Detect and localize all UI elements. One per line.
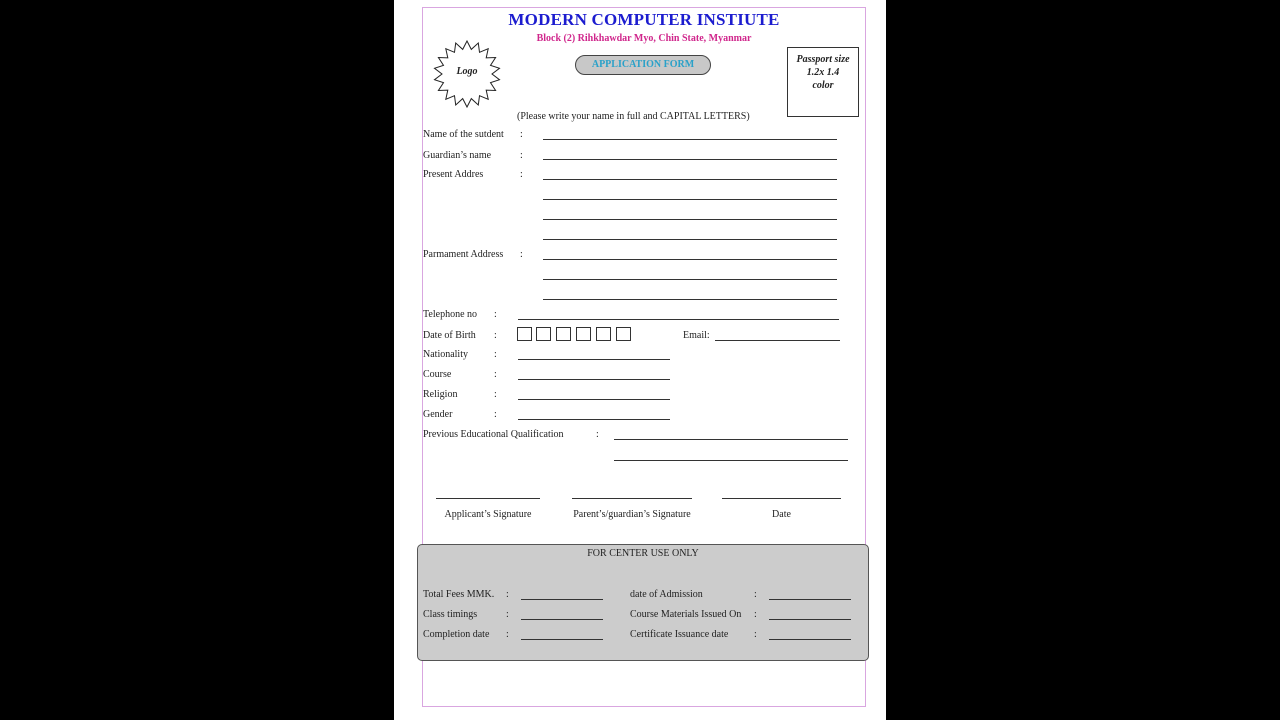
passport-photo-box: [787, 47, 859, 117]
colon: :: [506, 609, 509, 620]
total-fees-label: Total Fees MMK.: [423, 589, 495, 600]
applicant-signature-label: Applicant’s Signature: [444, 509, 532, 520]
colon: :: [520, 129, 523, 140]
nationality-input-line[interactable]: [518, 359, 670, 360]
dob-box-3[interactable]: [556, 327, 571, 341]
parent-signature-line[interactable]: [572, 498, 692, 499]
date-of-admission-line[interactable]: [769, 599, 851, 600]
student-name-label: Name of the sutdent: [423, 129, 504, 140]
present-address-line-4[interactable]: [543, 239, 837, 240]
dob-box-1[interactable]: [517, 327, 532, 341]
date-of-admission-label: date of Admission: [630, 589, 703, 600]
religion-input-line[interactable]: [518, 399, 670, 400]
colon: :: [596, 429, 599, 440]
instruction-text: (Please write your name in full and CAPITAL LETTERS): [517, 111, 750, 122]
dob-box-5[interactable]: [596, 327, 611, 341]
colon: :: [506, 589, 509, 600]
colon: :: [520, 169, 523, 180]
colon: :: [494, 369, 497, 380]
previous-qualification-label: Previous Educational Qualification: [423, 429, 564, 440]
telephone-label: Telephone no: [423, 309, 478, 320]
gender-input-line[interactable]: [518, 419, 670, 420]
present-address-line-1[interactable]: [543, 179, 837, 180]
qualification-line-1[interactable]: [614, 439, 848, 440]
date-signature-line[interactable]: [722, 498, 841, 499]
dob-label: Date of Birth: [423, 330, 476, 341]
completion-date-label: Completion date: [423, 629, 490, 640]
center-use-panel: [417, 544, 869, 661]
course-input-line[interactable]: [518, 379, 670, 380]
certificate-date-label: Certificate Issuance date: [630, 629, 729, 640]
gender-label: Gender: [423, 409, 453, 420]
qualification-line-2[interactable]: [614, 460, 848, 461]
permanent-address-line-3[interactable]: [543, 299, 837, 300]
guardian-name-label: Guardian’s name: [423, 150, 492, 161]
colon: :: [506, 629, 509, 640]
telephone-input-line[interactable]: [518, 319, 839, 320]
email-input-line[interactable]: [715, 340, 840, 341]
course-label: Course: [423, 369, 452, 380]
guardian-name-input-line[interactable]: [543, 159, 837, 160]
institute-title: MODERN COMPUTER INSTIUTE: [508, 10, 780, 29]
dob-box-2[interactable]: [536, 327, 551, 341]
permanent-address-line-1[interactable]: [543, 259, 837, 260]
dob-box-6[interactable]: [616, 327, 631, 341]
applicant-signature-line[interactable]: [436, 498, 540, 499]
course-materials-label: Course Materials Issued On: [630, 609, 742, 620]
date-label: Date: [772, 509, 791, 520]
passport-line-3: color: [812, 80, 834, 91]
class-timings-line[interactable]: [521, 619, 603, 620]
colon: :: [494, 349, 497, 360]
application-form-badge: APPLICATION FORM: [575, 55, 711, 75]
center-use-title: FOR CENTER USE ONLY: [587, 548, 699, 559]
certificate-date-line[interactable]: [769, 639, 851, 640]
student-name-input-line[interactable]: [543, 139, 837, 140]
logo-label: Logo: [456, 66, 478, 77]
total-fees-line[interactable]: [521, 599, 603, 600]
parent-signature-label: Parent’s/guardian’s Signature: [573, 509, 691, 520]
colon: :: [494, 389, 497, 400]
completion-date-line[interactable]: [521, 639, 603, 640]
colon: :: [520, 150, 523, 161]
course-materials-line[interactable]: [769, 619, 851, 620]
colon: :: [754, 629, 757, 640]
colon: :: [494, 409, 497, 420]
colon: :: [494, 309, 497, 320]
class-timings-label: Class timings: [423, 609, 478, 620]
colon: :: [494, 330, 497, 341]
nationality-label: Nationality: [423, 349, 468, 360]
present-address-line-2[interactable]: [543, 199, 837, 200]
email-label: Email:: [683, 330, 710, 341]
religion-label: Religion: [423, 389, 458, 400]
passport-line-1: Passport size: [796, 54, 850, 65]
passport-line-2: 1.2x 1.4: [806, 67, 840, 78]
colon: :: [754, 609, 757, 620]
dob-box-4[interactable]: [576, 327, 591, 341]
permanent-address-label: Parmament Address: [423, 249, 504, 260]
institute-address: Block (2) Rihkhawdar Myo, Chin State, Myanmar: [536, 33, 752, 44]
colon: :: [520, 249, 523, 260]
colon: :: [754, 589, 757, 600]
permanent-address-line-2[interactable]: [543, 279, 837, 280]
present-address-line-3[interactable]: [543, 219, 837, 220]
present-address-label: Present Addres: [423, 169, 484, 180]
